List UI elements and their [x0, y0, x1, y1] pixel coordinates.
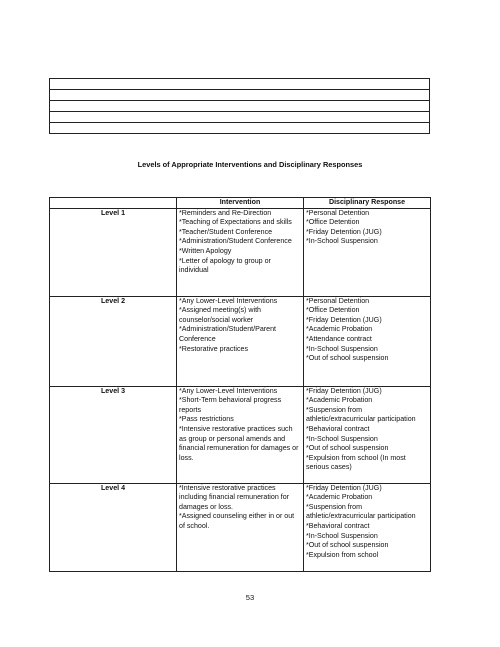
level-row	[50, 483, 431, 571]
response-item: *Academic Probation	[306, 396, 373, 405]
response-cell	[304, 483, 431, 571]
response-item: *Out of school suspension	[306, 541, 389, 550]
header-intervention: Intervention	[177, 198, 304, 209]
blank-row	[50, 123, 430, 134]
response-item: *Academic Probation	[306, 325, 373, 334]
intervention-item: *Reminders and Re-Direction	[179, 208, 272, 217]
intervention-item: *Pass restrictions	[179, 415, 234, 424]
intervention-item: *Restorative practices	[179, 344, 248, 353]
intervention-item: *Written Apology	[179, 246, 232, 255]
intervention-item: *Teaching of Expectations and skills	[179, 218, 292, 227]
intervention-item: *Administration/Student/Parent Conference	[179, 325, 277, 343]
page-number: 53	[245, 593, 255, 602]
response-item: *Expulsion from school (In most serious cases)	[306, 453, 406, 472]
intervention-item: *Teacher/Student Conference	[179, 227, 273, 236]
response-item: *Personal Detention	[306, 208, 370, 217]
intervention-cell	[177, 296, 304, 386]
blank-ruled-table	[49, 78, 430, 134]
intervention-item: *Intensive restorative practices such as group or personal amends and financial remuneration for damages or loss.	[179, 424, 299, 462]
level-row	[50, 208, 431, 296]
intervention-item: *Letter of apology to group or individual	[179, 256, 271, 275]
level-row	[50, 386, 431, 483]
blank-row	[50, 112, 430, 123]
response-item: *Out of school suspension	[306, 444, 389, 453]
section-title: Levels of Appropriate Interventions and Disciplinary Responses	[137, 160, 363, 169]
header-level	[50, 198, 177, 209]
response-item: *In-School Suspension	[306, 434, 378, 443]
response-item: *Academic Probation	[306, 493, 373, 502]
intervention-item: *Any Lower-Level Interventions	[179, 296, 278, 305]
level-label: Level 1	[50, 208, 177, 296]
intervention-item: *Assigned counseling either in or out of school.	[179, 512, 295, 530]
response-cell	[304, 386, 431, 483]
response-item: *In-School Suspension	[306, 237, 378, 246]
header-response: Disciplinary Response	[304, 198, 431, 209]
response-item: *Friday Detention (JUG)	[306, 386, 382, 395]
blank-row	[50, 101, 430, 112]
response-item: *Office Detention	[306, 306, 360, 315]
response-item: *Friday Detention (JUG)	[306, 315, 382, 324]
blank-row	[50, 79, 430, 90]
intervention-cell	[177, 208, 304, 296]
response-item: *Attendance contract	[306, 334, 372, 343]
response-cell	[304, 208, 431, 296]
response-item: *Behavioral contract	[306, 521, 370, 530]
response-item: *Behavioral contract	[306, 424, 370, 433]
blank-row	[50, 90, 430, 101]
intervention-cell	[177, 483, 304, 571]
intervention-item: *Any Lower-Level Interventions	[179, 386, 278, 395]
level-label: Level 3	[50, 386, 177, 483]
level-row	[50, 296, 431, 386]
response-item: *Friday Detention (JUG)	[306, 227, 382, 236]
response-cell	[304, 296, 431, 386]
level-label: Level 2	[50, 296, 177, 386]
response-item: *Out of school suspension	[306, 354, 389, 363]
intervention-item: *Short-Term behavioral progress reports	[179, 396, 282, 414]
response-item: *Expulsion from school	[306, 550, 379, 559]
response-item: *Personal Detention	[306, 296, 370, 305]
level-label: Level 4	[50, 483, 177, 571]
intervention-item: *Intensive restorative practices including financial remuneration for damages or loss.	[179, 483, 290, 511]
intervention-item: *Assigned meeting(s) with counselor/social worker	[179, 306, 262, 324]
response-item: *Office Detention	[306, 218, 360, 227]
header-row	[50, 198, 431, 209]
intervention-cell	[177, 386, 304, 483]
response-item: *Suspension from athletic/extracurricular participation	[306, 502, 416, 521]
response-item: *Suspension from athletic/extracurricular participation	[306, 405, 416, 424]
levels-table	[49, 197, 431, 572]
response-item: *In-School Suspension	[306, 344, 378, 353]
intervention-item: *Administration/Student Conference	[179, 237, 292, 246]
response-item: *In-School Suspension	[306, 531, 378, 540]
response-item: *Friday Detention (JUG)	[306, 483, 382, 492]
